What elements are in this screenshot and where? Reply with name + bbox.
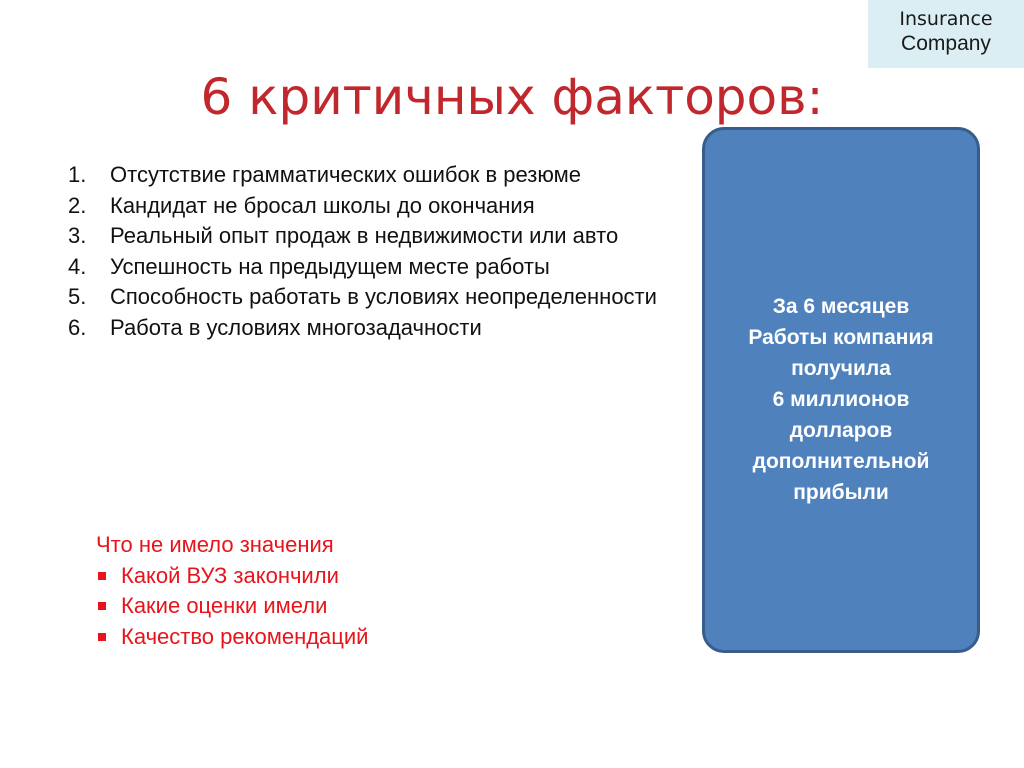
irrelevant-item xyxy=(96,561,616,592)
factor-text: Кандидат не бросал школы до окончания xyxy=(110,192,535,218)
callout-line: долларов xyxy=(789,418,893,442)
factor-item xyxy=(68,221,678,252)
result-callout-text xyxy=(705,291,977,508)
critical-factors-list xyxy=(68,160,678,343)
callout-line: Работы компания xyxy=(748,325,934,349)
factor-number: 2. xyxy=(68,192,87,218)
factor-item xyxy=(68,191,678,222)
factor-text: Отсутствие грамматических ошибок в резюме xyxy=(110,162,581,187)
factor-number: 3. xyxy=(68,223,87,248)
irrelevant-item-text: Какие оценки имели xyxy=(121,593,328,618)
company-tag-line2: Company xyxy=(901,32,991,55)
irrelevant-item xyxy=(96,622,616,653)
factor-text: Успешность на предыдущем месте работы xyxy=(110,253,550,279)
result-callout-box xyxy=(702,127,980,653)
irrelevant-item xyxy=(96,591,616,622)
callout-line: прибыли xyxy=(793,480,889,504)
factor-number: 6. xyxy=(68,314,87,340)
callout-line: 6 миллионов xyxy=(772,387,910,411)
irrelevant-factors-heading: Что не имело значения xyxy=(96,532,334,557)
factor-number: 4. xyxy=(68,253,87,279)
irrelevant-factors-section xyxy=(96,530,616,652)
factor-item xyxy=(68,160,678,191)
square-bullet-icon xyxy=(98,633,106,641)
callout-line: За 6 месяцев xyxy=(772,294,910,318)
slide-title: 6 критичных факторов: xyxy=(200,68,824,126)
factor-number: 1. xyxy=(68,162,87,187)
factor-text: Реальный опыт продаж в недвижимости или авто xyxy=(110,223,619,248)
square-bullet-icon xyxy=(98,572,106,580)
company-tag-line1: Insurance xyxy=(899,8,993,30)
square-bullet-icon xyxy=(98,602,106,610)
factor-text: Способность работать в условиях неопределенности xyxy=(110,284,657,309)
factor-item xyxy=(68,282,678,313)
callout-line: получила xyxy=(791,356,891,380)
factor-item xyxy=(68,313,678,344)
irrelevant-item-text: Качество рекомендаций xyxy=(121,623,369,649)
factor-number: 5. xyxy=(68,284,87,309)
irrelevant-item-text: Какой ВУЗ закончили xyxy=(121,562,339,588)
factor-text: Работа в условиях многозадачности xyxy=(110,314,482,340)
irrelevant-factors-list xyxy=(96,561,616,653)
factor-item xyxy=(68,252,678,283)
company-tag xyxy=(868,0,1024,68)
callout-line: дополнительной xyxy=(752,449,930,473)
